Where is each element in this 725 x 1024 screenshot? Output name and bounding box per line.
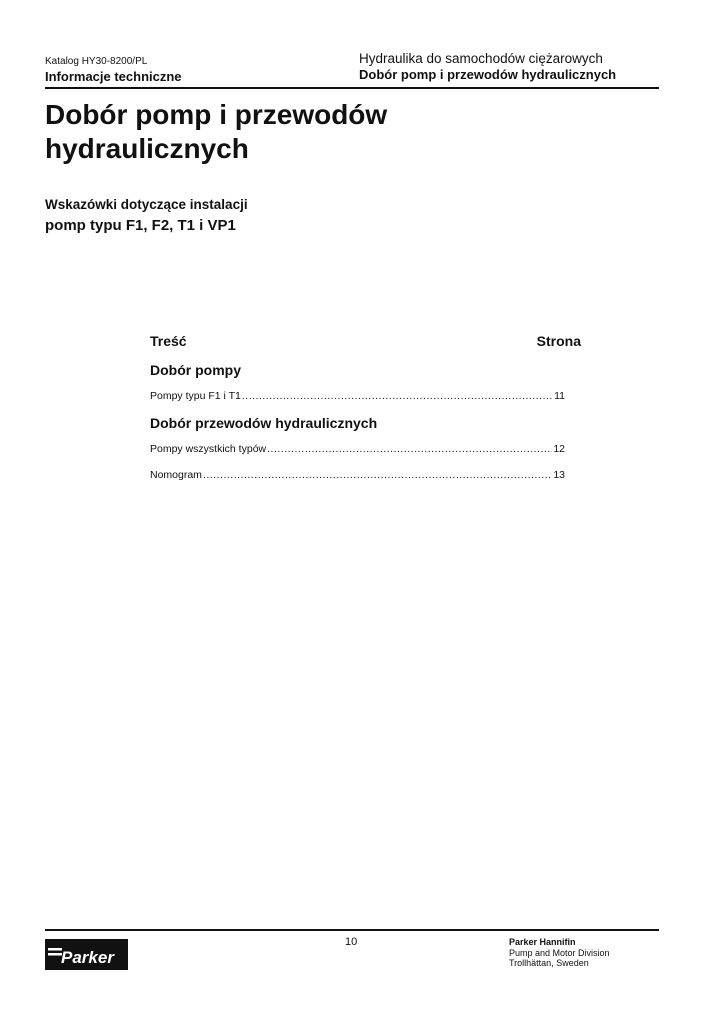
- parker-logo: [45, 939, 128, 970]
- header-right: [359, 50, 616, 83]
- chapter-name: Dobór pomp i przewodów hydraulicznych: [359, 67, 617, 82]
- company-location: Trollhättan, Sweden: [509, 958, 589, 968]
- header-divider: [45, 87, 659, 89]
- toc-leader-dots: [242, 390, 553, 402]
- toc-entry-page: 12: [553, 443, 565, 455]
- toc-leader-dots: [203, 469, 552, 481]
- toc-page-heading: Strona: [536, 333, 581, 349]
- svg-text:Parker: Parker: [61, 948, 114, 967]
- toc-entry[interactable]: [150, 390, 565, 404]
- toc-entry-label: Pompy wszystkich typów: [150, 443, 267, 455]
- page-number: 10: [345, 936, 358, 948]
- toc-entry-page: 11: [554, 390, 565, 402]
- toc-entry[interactable]: [150, 469, 565, 483]
- section-name: Informacje techniczne: [45, 69, 182, 84]
- toc-entry-page: 13: [553, 469, 565, 481]
- toc-leader-dots: [267, 443, 552, 455]
- toc-entry[interactable]: [150, 443, 565, 457]
- subtitle-line-1: Wskazówki dotyczące instalacji: [45, 197, 248, 212]
- footer-divider: [45, 929, 659, 931]
- toc-group-title: Dobór przewodów hydraulicznych: [150, 415, 378, 431]
- company-name: Parker Hannifin: [509, 937, 576, 947]
- toc-group-title: Dobór pompy: [150, 362, 241, 378]
- footer-company-block: [509, 937, 610, 969]
- table-of-contents: [150, 333, 581, 483]
- toc-entry-label: Nomogram: [150, 469, 202, 481]
- subtitle-line-2: pomp typu F1, F2, T1 i VP1: [45, 217, 236, 234]
- series-name: Hydraulika do samochodów ciężarowych: [359, 51, 603, 66]
- catalog-number: Katalog HY30-8200/PL: [45, 56, 148, 67]
- division-name: Pump and Motor Division: [509, 947, 610, 958]
- toc-entry-label: Pompy typu F1 i T1: [150, 390, 241, 402]
- toc-header: [150, 333, 581, 351]
- page-title: Dobór pomp i przewodów hydraulicznych: [45, 99, 388, 164]
- header-left: [45, 56, 182, 85]
- toc-heading: Treść: [150, 333, 187, 349]
